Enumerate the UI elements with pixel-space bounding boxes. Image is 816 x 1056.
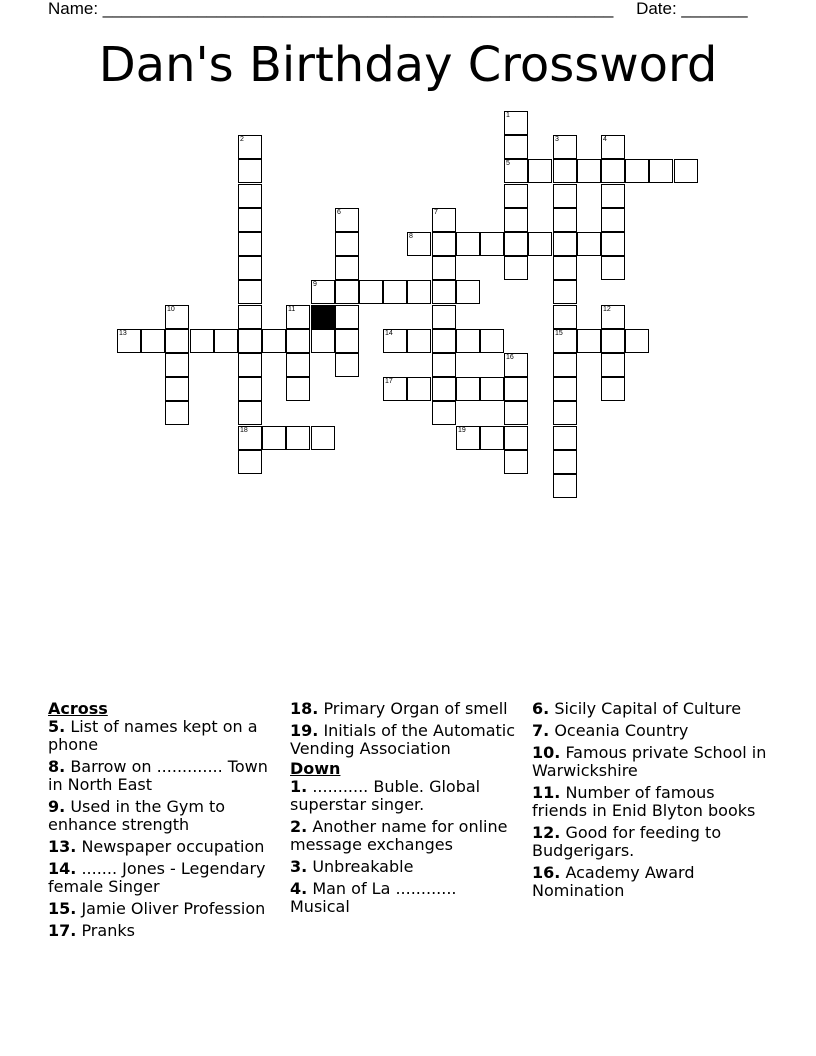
grid-cell[interactable] [238, 256, 262, 280]
across-clue: 19. Initials of the Automatic Vending Association [290, 721, 516, 758]
grid-cell[interactable] [553, 353, 577, 377]
grid-cell[interactable] [335, 280, 359, 304]
grid-cell[interactable] [335, 232, 359, 256]
grid-cell[interactable] [335, 353, 359, 377]
grid-cell[interactable] [383, 377, 407, 401]
grid-cell[interactable] [432, 377, 456, 401]
down-clue: 10. Famous private School in Warwickshire [532, 743, 767, 780]
across-clue: 17. Pranks [48, 921, 135, 940]
grid-cell[interactable] [456, 232, 480, 256]
down-clue: 7. Oceania Country [532, 721, 689, 740]
clue-number: 2 [240, 136, 244, 143]
grid-cell[interactable] [286, 377, 310, 401]
grid-cell[interactable] [238, 426, 262, 450]
grid-cell[interactable] [407, 280, 431, 304]
grid-cell[interactable] [601, 329, 625, 353]
grid-cell[interactable] [553, 135, 577, 159]
grid-cell[interactable] [456, 329, 480, 353]
grid-cell[interactable] [601, 159, 625, 183]
grid-cell[interactable] [625, 159, 649, 183]
black-square [311, 305, 335, 329]
clue-number: 18 [240, 427, 248, 434]
clues-column-3 [532, 700, 772, 904]
grid-cell[interactable] [238, 280, 262, 304]
grid-cell[interactable] [553, 329, 577, 353]
across-clue: 8. Barrow on ............. Town in North East [48, 757, 268, 794]
clue-number: 4 [603, 136, 607, 143]
clue-number: 10 [167, 306, 175, 313]
grid-cell[interactable] [456, 426, 480, 450]
grid-cell[interactable] [504, 256, 528, 280]
grid-cell[interactable] [286, 353, 310, 377]
grid-cell[interactable] [553, 256, 577, 280]
grid-cell[interactable] [553, 450, 577, 474]
grid-cell[interactable] [238, 353, 262, 377]
grid-cell[interactable] [165, 329, 189, 353]
grid-cell[interactable] [553, 474, 577, 498]
across-clue: 5. List of names kept on a phone [48, 717, 258, 754]
grid-cell[interactable] [504, 426, 528, 450]
grid-cell[interactable] [286, 329, 310, 353]
grid-cell[interactable] [141, 329, 165, 353]
grid-cell[interactable] [286, 426, 310, 450]
clues-column-1 [48, 700, 278, 944]
grid-cell[interactable] [238, 329, 262, 353]
grid-cell[interactable] [504, 208, 528, 232]
grid-cell[interactable] [190, 329, 214, 353]
grid-cell[interactable] [601, 377, 625, 401]
grid-cell[interactable] [238, 184, 262, 208]
down-clue: 3. Unbreakable [290, 857, 414, 876]
grid-cell[interactable] [335, 329, 359, 353]
grid-cell[interactable] [504, 450, 528, 474]
clue-number: 9 [313, 281, 317, 288]
grid-cell[interactable] [528, 159, 552, 183]
grid-cell[interactable] [335, 256, 359, 280]
clue-number: 13 [119, 330, 127, 337]
grid-cell[interactable] [674, 159, 698, 183]
grid-cell[interactable] [432, 353, 456, 377]
down-clue: 16. Academy Award Nomination [532, 863, 695, 900]
grid-cell[interactable] [238, 377, 262, 401]
across-clue: 18. Primary Organ of smell [290, 699, 508, 718]
grid-cell[interactable] [165, 353, 189, 377]
grid-cell[interactable] [214, 329, 238, 353]
clue-number: 7 [434, 209, 438, 216]
grid-cell[interactable] [504, 232, 528, 256]
grid-cell[interactable] [311, 426, 335, 450]
grid-cell[interactable] [238, 305, 262, 329]
down-heading: Down [290, 759, 341, 778]
grid-cell[interactable] [359, 280, 383, 304]
grid-cell[interactable] [407, 232, 431, 256]
across-clue: 14. ....... Jones - Legendary female Singer [48, 859, 266, 896]
grid-cell[interactable] [311, 280, 335, 304]
clue-number: 14 [385, 330, 393, 337]
grid-cell[interactable] [577, 159, 601, 183]
clue-number: 8 [409, 233, 413, 240]
grid-cell[interactable] [577, 329, 601, 353]
grid-cell[interactable] [601, 305, 625, 329]
grid-cell[interactable] [504, 159, 528, 183]
grid-cell[interactable] [553, 232, 577, 256]
date-label: Date: _______ [636, 0, 748, 18]
grid-cell[interactable] [601, 135, 625, 159]
grid-cell[interactable] [601, 208, 625, 232]
grid-cell[interactable] [504, 401, 528, 425]
down-clue: 11. Number of famous friends in Enid Blyton books [532, 783, 756, 820]
grid-cell[interactable] [601, 256, 625, 280]
clue-number: 15 [555, 330, 563, 337]
crossword-grid [0, 0, 816, 500]
grid-cell[interactable] [553, 159, 577, 183]
grid-cell[interactable] [238, 159, 262, 183]
grid-cell[interactable] [553, 208, 577, 232]
across-clue: 13. Newspaper occupation [48, 837, 265, 856]
grid-cell[interactable] [432, 256, 456, 280]
grid-cell[interactable] [480, 232, 504, 256]
grid-cell[interactable] [504, 135, 528, 159]
grid-cell[interactable] [456, 377, 480, 401]
clue-number: 17 [385, 378, 393, 385]
grid-cell[interactable] [649, 159, 673, 183]
grid-cell[interactable] [165, 401, 189, 425]
grid-cell[interactable] [117, 329, 141, 353]
across-clue: 9. Used in the Gym to enhance strength [48, 797, 226, 834]
grid-cell[interactable] [407, 377, 431, 401]
grid-cell[interactable] [504, 184, 528, 208]
grid-cell[interactable] [480, 329, 504, 353]
grid-cell[interactable] [286, 305, 310, 329]
grid-cell[interactable] [528, 232, 552, 256]
grid-cell[interactable] [553, 184, 577, 208]
across-heading: Across [48, 699, 108, 718]
clue-number: 16 [506, 354, 514, 361]
name-label: Name: ______________________________________________________ [48, 0, 614, 18]
down-clue: 12. Good for feeding to Budgerigars. [532, 823, 722, 860]
grid-cell[interactable] [383, 280, 407, 304]
grid-cell[interactable] [238, 401, 262, 425]
grid-cell[interactable] [553, 280, 577, 304]
grid-cell[interactable] [553, 426, 577, 450]
clue-number: 12 [603, 306, 611, 313]
grid-cell[interactable] [432, 280, 456, 304]
grid-cell[interactable] [335, 208, 359, 232]
down-clue: 1. ........... Buble. Global superstar singer. [290, 777, 481, 814]
grid-cell[interactable] [432, 208, 456, 232]
grid-cell[interactable] [553, 305, 577, 329]
clue-number: 1 [506, 112, 510, 119]
clue-number: 19 [458, 427, 466, 434]
grid-cell[interactable] [165, 377, 189, 401]
grid-cell[interactable] [432, 401, 456, 425]
down-clue: 4. Man of La ............ Musical [290, 879, 457, 916]
grid-cell[interactable] [577, 232, 601, 256]
grid-cell[interactable] [432, 305, 456, 329]
grid-cell[interactable] [262, 426, 286, 450]
grid-cell[interactable] [238, 450, 262, 474]
grid-cell[interactable] [480, 377, 504, 401]
clue-number: 6 [337, 209, 341, 216]
clue-number: 3 [555, 136, 559, 143]
clue-number: 5 [506, 160, 510, 167]
grid-cell[interactable] [601, 184, 625, 208]
grid-cell[interactable] [480, 426, 504, 450]
grid-cell[interactable] [238, 208, 262, 232]
grid-cell[interactable] [601, 232, 625, 256]
grid-cell[interactable] [311, 329, 335, 353]
grid-cell[interactable] [504, 377, 528, 401]
grid-cell[interactable] [504, 353, 528, 377]
grid-cell[interactable] [238, 135, 262, 159]
grid-cell[interactable] [504, 111, 528, 135]
grid-cell[interactable] [383, 329, 407, 353]
grid-cell[interactable] [553, 401, 577, 425]
grid-cell[interactable] [432, 329, 456, 353]
across-clue: 15. Jamie Oliver Profession [48, 899, 266, 918]
grid-cell[interactable] [456, 280, 480, 304]
grid-cell[interactable] [335, 305, 359, 329]
grid-cell[interactable] [601, 353, 625, 377]
clues-column-2 [290, 700, 518, 920]
grid-cell[interactable] [553, 377, 577, 401]
grid-cell[interactable] [262, 329, 286, 353]
grid-cell[interactable] [165, 305, 189, 329]
page-title: Dan's Birthday Crossword [98, 37, 718, 93]
down-clue: 6. Sicily Capital of Culture [532, 699, 742, 718]
grid-cell[interactable] [238, 232, 262, 256]
clue-number: 11 [288, 306, 296, 313]
grid-cell[interactable] [407, 329, 431, 353]
down-clue: 2. Another name for online message exchanges [290, 817, 508, 854]
grid-cell[interactable] [625, 329, 649, 353]
grid-cell[interactable] [432, 232, 456, 256]
